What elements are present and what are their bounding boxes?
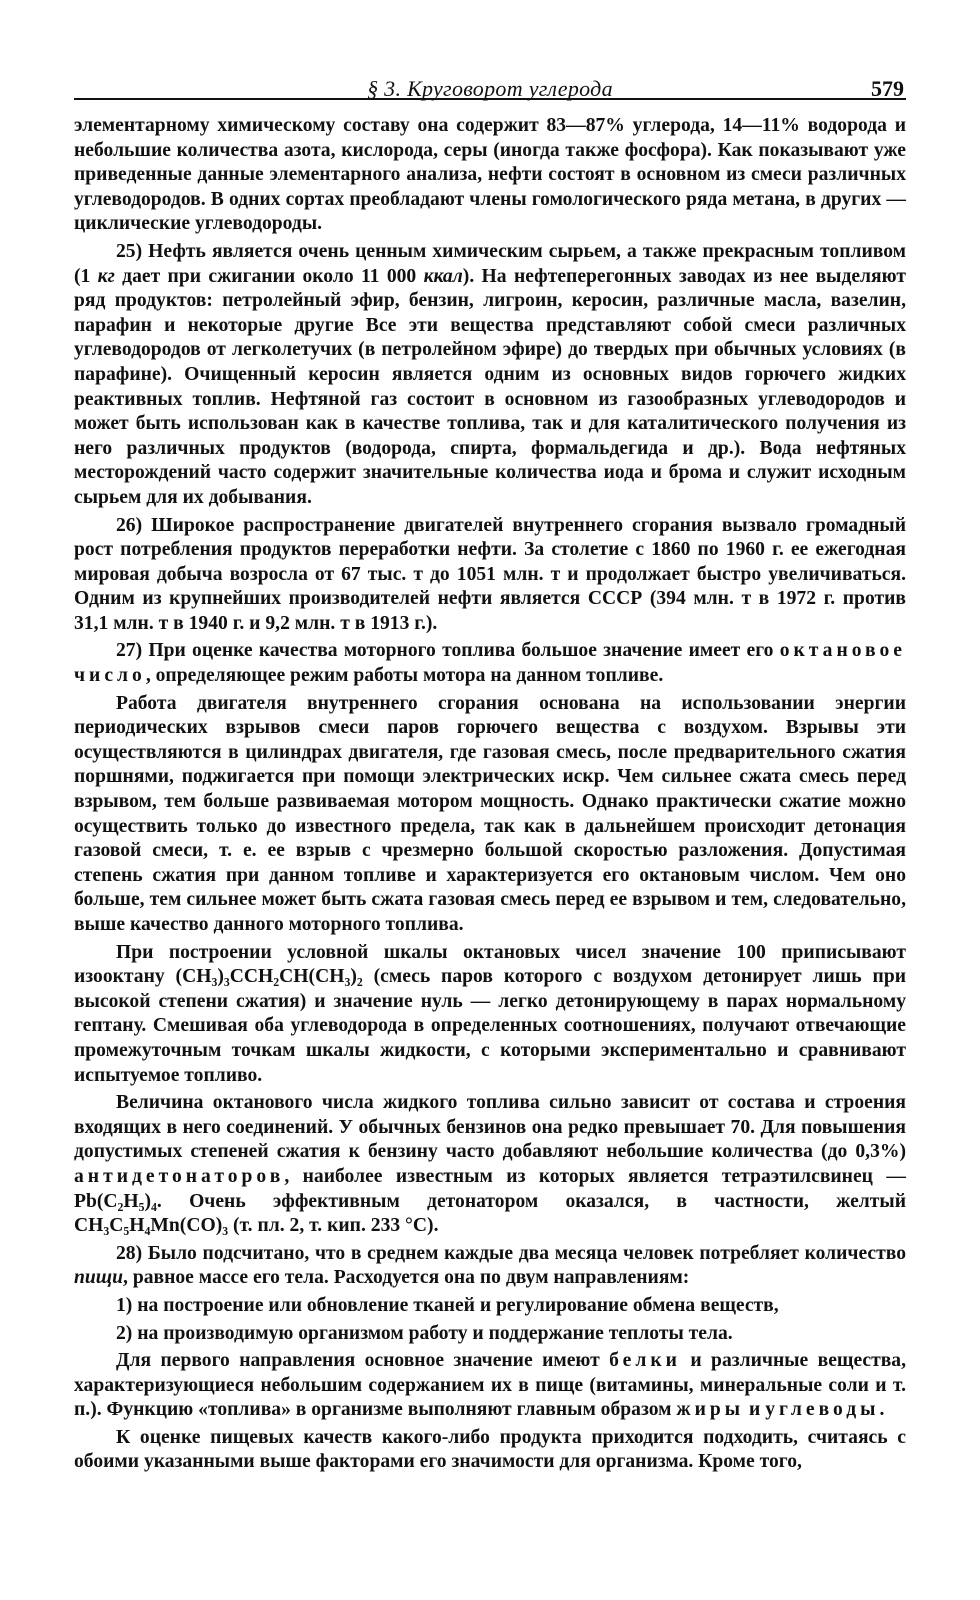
term-fats: жиры [676, 1399, 745, 1421]
body-text [74, 114, 906, 1475]
running-title: § 3. Круговорот углерода [367, 76, 613, 101]
paragraph-27: 27) При оценке качества моторного топлива большое значение имеет его октановое число, определяющее режим работы мотора на данном топливе. [74, 640, 906, 687]
list-item-2: 2) на производимую организмом работу и поддержание теплоты тела. [116, 1322, 733, 1344]
term-antiknock: антидетонаторов [74, 1165, 285, 1187]
paragraph-evaluation: К оценке пищевых качеств какого-либо продукта приходится подходить, считаясь с обоими указанными выше факторами его значимости для организма. Кроме того, [74, 1426, 906, 1473]
paragraph-26: 26) Широкое распространение двигателей внутреннего сгорания вызвало громадный рост потребления продуктов переработки нефти. За столетие с 1860 по 1960 г. ее ежегодная мировая добыча возросла от 67 тыс. т до 1051 млн. т и продолжает быстро увеличиваться. Одним из крупнейших производителей нефти является СССР (394 млн. т в 1972 г. против 31,1 млн. т в 1940 г. и 9,2 млн. т в 1913 г.). [74, 514, 906, 634]
paragraph-28: 28) Было подсчитано, что в среднем каждые два месяца человек потребляет количество пищи, равное массе его тела. Расходуется она по двум направлениям: [74, 1242, 906, 1289]
list-item-1: 1) на построение или обновление тканей и регулирование обмена веществ, [116, 1294, 779, 1316]
unit-kcal: ккал [423, 265, 463, 287]
term-proteins: белки [609, 1350, 681, 1372]
book-page [74, 66, 906, 1478]
running-head [74, 66, 906, 100]
paragraph-antiknock: Величина октанового числа жидкого топлива сильно зависит от состава и строения входящих в него соединений. У обычных бензинов она редко превышает 70. Для повышения допустимых степеней сжатия к бензину часто добавляют небольшие количества (до 0,3%) антидетонаторов, наиболее известным из которых является тетраэтилсвинец — Pb(C₂H₅)₄. Очень эффективным детонатором оказался, в частности, желтый CH₃C₅H₄Mn(CO)₃ (т. пл. 2, т. кип. 233 °С). [74, 1092, 906, 1237]
unit-kg: кг [97, 265, 115, 287]
term-carbohydrates: углеводы [765, 1399, 880, 1421]
paragraph-nutrients: Для первого направления основное значение имеют белки и различные вещества, характеризующиеся небольшим содержанием их в пище (витамины, минеральные соли и т. п.). Функцию «топлива» в организме выполняют главным образом жиры и углеводы. [74, 1350, 906, 1421]
page-number: 579 [871, 76, 904, 101]
paragraph-octane-scale: При построении условной шкалы октановых чисел значение 100 приписывают изооктану (CH₃)₃CCH₂CH(CH₃)₂ (смесь паров которого с воздухом детонирует лишь при высокой степени сжатия) и значение нуль — легко детонирующему в парах нормальному гептану. Смешивая оба углеводорода в определенных соотношениях, получают отвечающие промежуточным точкам шкалы жидкости, с которыми экспериментально и сравнивают испытуемое топливо. [74, 941, 906, 1086]
paragraph-25: 25) Нефть является очень ценным химическим сырьем, а также прекрасным топливом (1 кг дает при сжигании около 11 000 ккал). На нефтеперегонных заводах из нее выделяют ряд продуктов: петролейный эфир, бензин, лигроин, керосин, различные масла, вазелин, парафин и некоторые другие Все эти вещества представляют собой смеси различных углеводородов от легколетучих (в петролейном эфире) до твердых при обычных условиях (в парафине). Очищенный керосин является одним из основных видов горючего жидких реактивных топлив. Нефтяной газ состоит в основном из газообразных углеводородов и может быть использован как в качестве топлива, так и для каталитического получения из него различных продуктов (водорода, спирта, формальдегида и др.). Вода нефтяных месторождений часто содержит значительные количества иода и брома и служит исходным сырьем для их добывания. [74, 240, 906, 508]
paragraph-continuation: элементарному химическому составу она содержит 83—87% углерода, 14—11% водорода и небольшие количества азота, кислорода, серы (иногда также фосфора). Как показывают уже приведенные данные элементарного анализа, нефти состоят в основном из смеси различных углеводородов. В одних сортах преобладают члены гомологического ряда метана, в других — циклические углеводороды. [74, 115, 906, 235]
paragraph-engine: Работа двигателя внутреннего сгорания основана на использовании энергии периодических взрывов смеси паров горючего вещества с воздухом. Взрывы эти осуществляются в цилиндрах двигателя, где газовая смесь, после предварительного сжатия поршнями, поджигается при помощи электрических искр. Чем сильнее сжата смесь перед взрывом, тем больше развиваемая мотором мощность. Однако практически сжатие можно осуществить только до известного предела, так как в дальнейшем происходит детонация газовой смеси, т. е. ее взрыв с чрезмерно большой скоростью разложения. Допустимая степень сжатия при данном топливе и характеризуется его октановым числом. Чем оно больше, тем сильнее может быть сжата газовая смесь перед ее взрывом и тем, следовательно, выше качество данного моторного топлива. [74, 692, 906, 935]
term-octane-number: октановое число [74, 640, 906, 687]
term-food: пищи [74, 1267, 124, 1289]
